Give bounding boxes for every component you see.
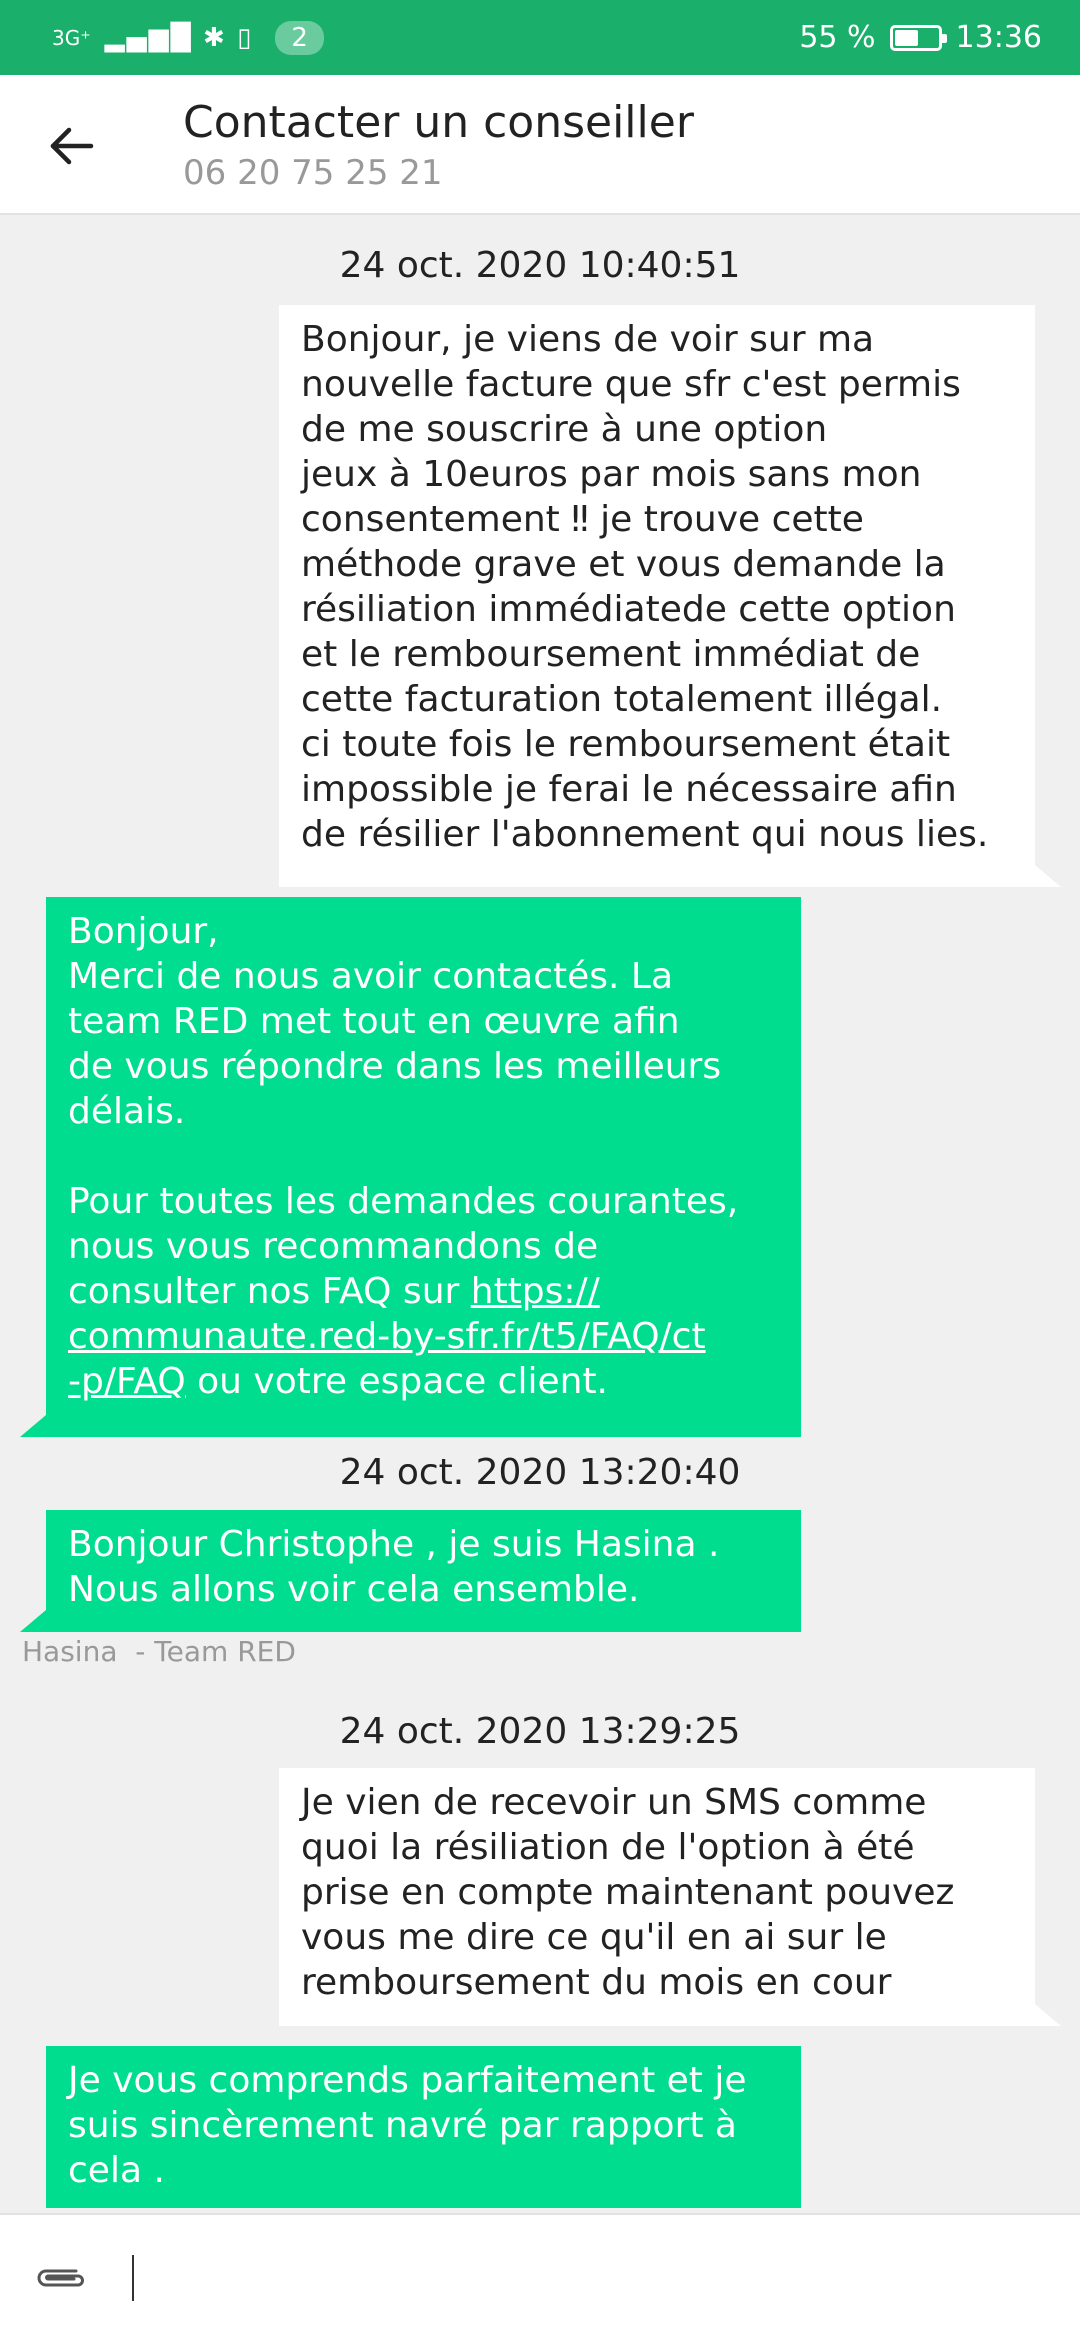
- battery-percent: 55 %: [799, 20, 876, 55]
- message-timestamp: 24 oct. 2020 13:20:40: [339, 1452, 741, 1493]
- page-title: Contacter un conseiller: [183, 97, 694, 148]
- incoming-message[interactable]: [46, 897, 801, 1437]
- back-arrow-icon: [47, 126, 95, 166]
- outgoing-message[interactable]: Je vien de recevoir un SMS comme quoi la résiliation de l'option à été prise en compte maintenant pouvez vous me dire ce qu'il en ai sur le remboursement du mois en cour: [279, 1768, 1035, 2026]
- compose-bar: [0, 2213, 1080, 2340]
- notification-count-badge: 2: [275, 21, 324, 55]
- attach-button[interactable]: [30, 2253, 90, 2303]
- incoming-message[interactable]: Je vous comprends parfaitement et je suis sincèrement navré par rapport à cela .: [46, 2046, 801, 2208]
- message-input[interactable]: [128, 2243, 1028, 2313]
- bubble-tail: [20, 1415, 46, 1437]
- faq-link[interactable]: https:// communaute.red-by-sfr.fr/t5/FAQ/ct -p/FAQ: [68, 1271, 706, 1402]
- status-bar: [0, 0, 1080, 75]
- message-text: Bonjour, Merci de nous avoir contactés. La team RED met tout en œuvre afin de vous répondre dans les meilleurs délais. Pour toutes les demandes courantes, nous vous recommandons de consulter nos FAQ sur: [68, 911, 739, 1312]
- back-button[interactable]: [40, 115, 102, 177]
- message-timestamp: 24 oct. 2020 10:40:51: [339, 245, 741, 286]
- app-header: [0, 75, 1080, 215]
- signal-icons: ▂▄▆█ ✱ ▯: [104, 22, 254, 53]
- outgoing-message[interactable]: Bonjour, je viens de voir sur ma nouvelle facture que sfr c'est permis de me souscrire à une option jeux à 10euros par mois sans mon consentement ‼ je trouve cette méthode grave et vous demande la résiliation immédiatede cette option et le remboursement immédiat de cette facturation totalement illégal. ci toute fois le remboursement était impossible je ferai le nécessaire afin de résilier l'abonnement qui nous lies.: [279, 305, 1035, 887]
- conversation-thread[interactable]: [0, 215, 1080, 2213]
- paperclip-icon: [32, 2263, 88, 2293]
- battery-icon: [890, 25, 942, 51]
- bubble-tail: [1035, 2004, 1061, 2026]
- message-timestamp: 24 oct. 2020 13:29:25: [339, 1711, 741, 1752]
- bubble-tail: [20, 1610, 46, 1632]
- sender-name: Hasina - Team RED: [22, 1635, 296, 1668]
- message-text: ou votre espace client.: [185, 1361, 608, 1402]
- network-type: 3G⁺: [52, 25, 91, 50]
- incoming-message[interactable]: Bonjour Christophe , je suis Hasina . Nous allons voir cela ensemble.: [46, 1510, 801, 1632]
- clock: 13:36: [955, 20, 1042, 55]
- text-cursor: [132, 2255, 134, 2301]
- contact-phone: 06 20 75 25 21: [183, 153, 443, 193]
- bubble-tail: [1035, 865, 1061, 887]
